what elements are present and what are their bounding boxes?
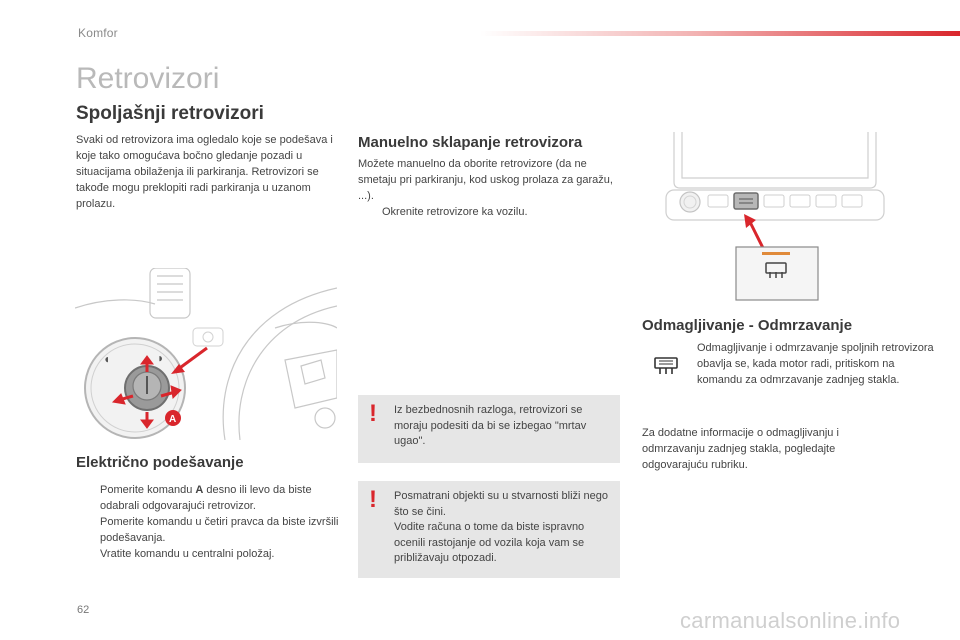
rear-defrost-symbol: [652, 356, 680, 376]
watermark: carmanualsonline.info: [680, 608, 901, 633]
exterior-intro-text: Svaki od retrovizora ima ogledalo koje se podešava i koje tako omogućava bočno gledanje pozadi u situacijama obilaženja ili parkiranja. Retrovizori se takođe mogu preklopiti radi parkiranja u uzanom prolazu.: [76, 134, 333, 210]
rear-defrost-icon: [652, 356, 680, 376]
warning-text: Iz bezbednosnih razloga, retrovizori se moraju podesiti da bi se izbegao "mrtav ugao".: [394, 404, 587, 447]
page-number: 62: [77, 604, 90, 616]
defrost-button-illustration: [664, 132, 886, 302]
manual-folding-text: [358, 156, 622, 220]
mirror-control-drawing: [75, 268, 337, 440]
svg-text:◗: ◗: [157, 351, 165, 365]
dashboard-panel-drawing: [664, 132, 886, 302]
control-label-a: A: [195, 484, 204, 496]
manual-folding-bullet: [358, 204, 622, 220]
electric-adjustment-list: [76, 482, 340, 562]
warning-icon: !: [369, 486, 377, 513]
warning-text: Vodite računa o tome da biste ispravno ocenili rastojanje od vozila koja vam se približavaju otpozadi.: [394, 521, 585, 564]
electric-adjustment-heading: Električno podešavanje: [76, 454, 244, 471]
list-item: [76, 482, 340, 514]
defrost-note: Za dodatne informacije o odmagljivanju i odmrzavanju zadnjeg stakla, pogledajte odgovarajuću rubriku.: [642, 427, 839, 471]
manual-folding-bullet-text: Okrenite retrovizore ka vozilu.: [382, 206, 528, 218]
defrost-heading: Odmagljivanje - Odmrzavanje: [642, 317, 853, 334]
warning-icon: !: [369, 400, 377, 427]
page-title: Retrovizori: [76, 62, 220, 95]
list-item: [76, 546, 340, 562]
list-item-text: Vratite komandu u centralni položaj.: [100, 548, 275, 560]
list-item-text-pre: Pomerite komandu: [100, 484, 196, 496]
header-accent-bar: [480, 31, 960, 36]
defrost-text: Odmagljivanje i odmrzavanje spoljnih retrovizora obavlja se, kada motor radi, pritiskom na komandu za odmrzavanje zadnjeg stakla.: [697, 342, 934, 386]
list-item-text-post: desno ili levo da biste odabrali odgovarajući retrovizor.: [100, 484, 312, 512]
warning-box-distance: [358, 481, 620, 578]
section-header: Komfor: [78, 26, 118, 40]
manual-folding-paragraph: Možete manuelno da oborite retrovizore (da ne smetaju pri parkiranju, kod uskog prolaza za garažu, ...).: [358, 158, 613, 202]
list-item: [76, 514, 340, 546]
manual-folding-heading: Manuelno sklapanje retrovizora: [358, 134, 583, 151]
warning-text: Posmatrani objekti su u stvarnosti bliži nego što se čini.: [394, 490, 608, 518]
mirror-control-illustration: [75, 268, 337, 440]
exterior-mirrors-heading: Spoljašnji retrovizori: [76, 103, 264, 124]
warning-box-blind-spot: [358, 395, 620, 463]
list-item-text: Pomerite komandu u četiri pravca da biste izvršili podešavanja.: [100, 516, 339, 544]
svg-text:◖: ◖: [103, 352, 111, 366]
callout-a-label: A: [169, 414, 177, 425]
